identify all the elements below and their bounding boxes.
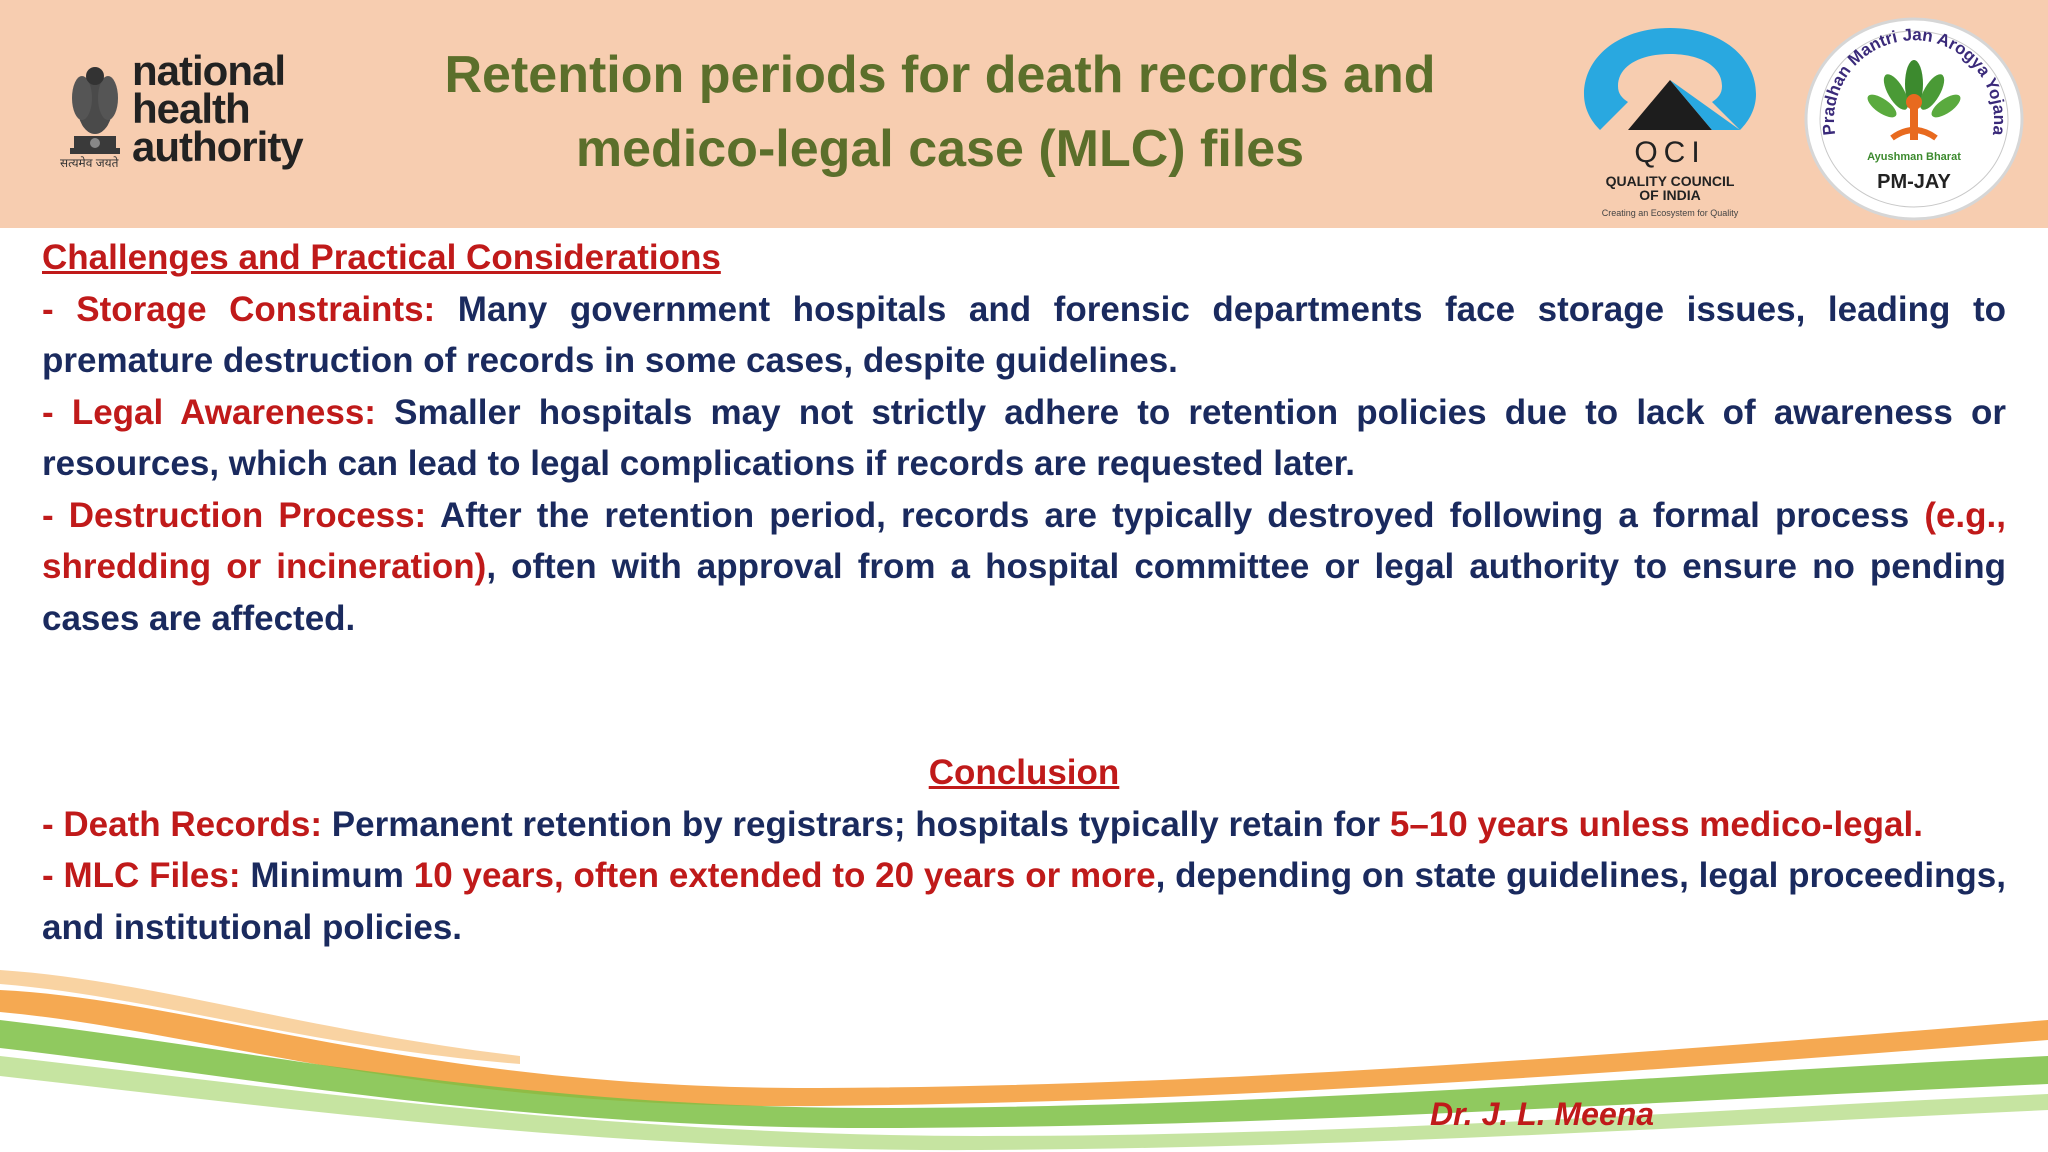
legal-paragraph — [42, 387, 2006, 490]
conclusion-heading: Conclusion — [928, 753, 1120, 792]
death-text: Permanent retention by registrars; hospitals typically retain for — [322, 804, 1390, 844]
title-line2: medico-legal case (MLC) files — [575, 120, 1305, 178]
mlc-highlight: 10 years, often extended to 20 years or more — [413, 856, 1156, 895]
qci-logo — [1570, 22, 1770, 222]
slide-body — [42, 232, 2006, 953]
nha-line1: national — [132, 47, 286, 94]
national-emblem-icon — [60, 58, 130, 158]
storage-paragraph — [42, 284, 2006, 387]
qci-acronym: QCI — [1634, 136, 1706, 169]
pmjay-sub: Ayushman Bharat — [1867, 151, 1961, 163]
storage-text: Many government hospitals and forensic departments face storage issues, leading to premature destruction of records in some cases, despite guidelines. — [42, 289, 2006, 380]
qci-name — [1570, 174, 1770, 202]
mlc-text1: Minimum — [240, 856, 414, 895]
emblem-motto: सत्यमेव जयते — [60, 156, 119, 170]
nha-line2: health — [132, 85, 250, 132]
death-highlight: 5–10 years unless medico-legal. — [1389, 804, 1923, 844]
header-band — [0, 0, 2048, 228]
author-name: Dr. J. L. Meena — [1430, 1096, 1655, 1132]
pmjay-logo — [1800, 14, 2028, 224]
destruction-text2: , often with approval from a hospital committee or legal authority to ensure no pending cases are affected. — [42, 547, 2006, 638]
destruction-highlight: (e.g., shredding or incineration) — [42, 495, 2006, 586]
nha-wordmark — [132, 47, 303, 170]
destruction-label: - Destruction Process: — [42, 495, 427, 535]
death-label: - Death Records: — [42, 804, 323, 844]
nha-line3: authority — [132, 123, 303, 170]
destruction-text1: After the retention period, records are typically destroyed following a formal process — [426, 495, 1925, 535]
pmjay-arc-text: Pradhan Mantri Jan Arogya Yojana — [1818, 25, 2010, 137]
legal-label: - Legal Awareness: — [42, 392, 376, 432]
slide-title — [380, 38, 1500, 186]
mlc-text2: , depending on state guidelines, legal proceedings, and institutional policies. — [42, 856, 2006, 947]
mlc-paragraph — [42, 850, 2006, 953]
decorative-swoosh — [0, 960, 2048, 1152]
legal-text: Smaller hospitals may not strictly adhere to retention policies due to lack of awareness or resources, which can lead to legal complications if records are requested later. — [42, 392, 2006, 483]
qci-name-line1: QUALITY COUNCIL — [1605, 173, 1735, 189]
pmjay-name: PM-JAY — [1877, 171, 1951, 193]
title-line1: Retention periods for death records and — [444, 46, 1436, 104]
qci-q-icon — [1570, 22, 1770, 172]
mlc-label: - MLC Files: — [42, 856, 241, 895]
qci-tagline: Creating an Ecosystem for Quality — [1601, 208, 1739, 218]
challenges-heading: Challenges and Practical Considerations — [42, 238, 721, 277]
spacer — [42, 644, 2006, 747]
death-paragraph — [42, 799, 2006, 851]
destruction-paragraph — [42, 490, 2006, 645]
qci-name-line2: OF INDIA — [1639, 187, 1701, 203]
storage-label: - Storage Constraints: — [42, 289, 436, 329]
nha-logo — [60, 47, 340, 182]
pmjay-emblem — [1800, 14, 2028, 224]
